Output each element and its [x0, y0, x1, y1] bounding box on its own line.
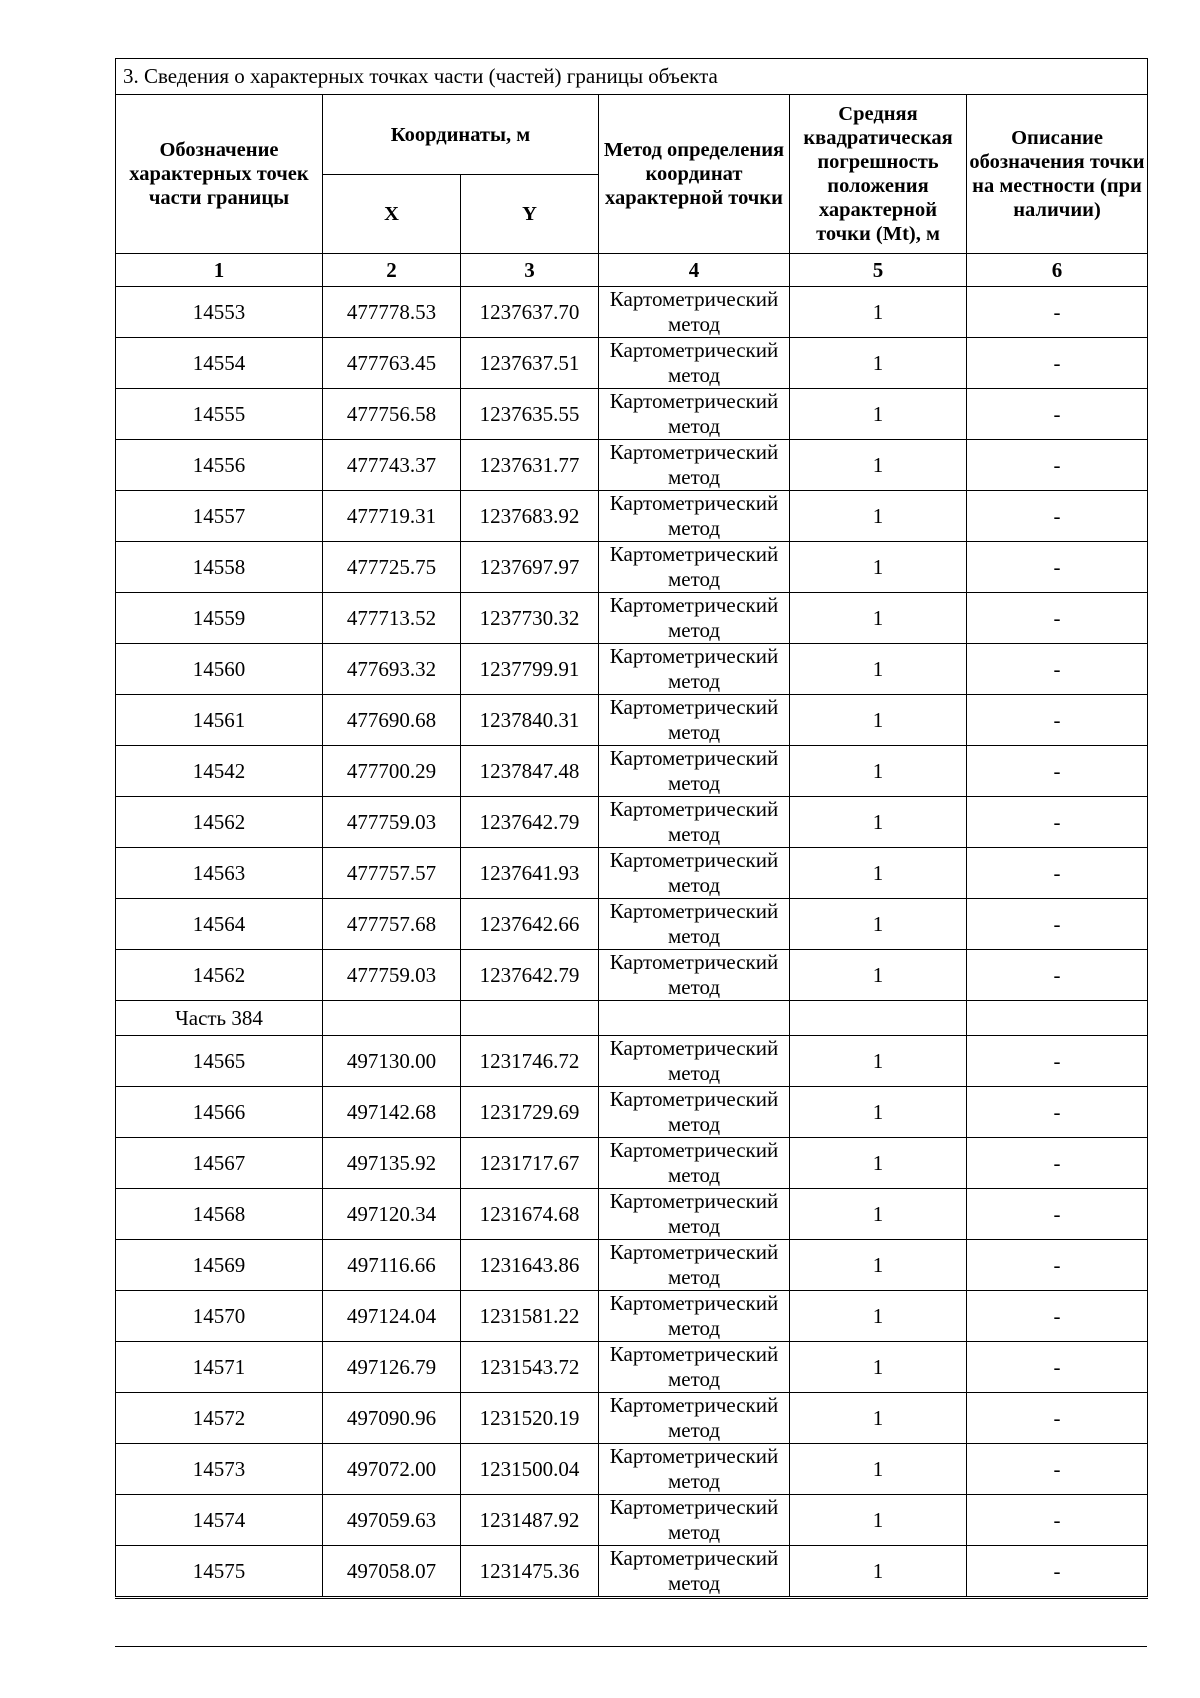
cell-point-number: 14572 — [116, 1393, 323, 1444]
cell-description: - — [967, 1189, 1148, 1240]
cell-method: Картометрический метод — [599, 695, 790, 746]
table-row — [116, 695, 1148, 746]
cell-x-coordinate: 477759.03 — [323, 950, 461, 1001]
cell-y-coordinate: 1231475.36 — [461, 1546, 599, 1598]
cell-description: - — [967, 950, 1148, 1001]
cell-error: 1 — [790, 1240, 967, 1291]
cell-error: 1 — [790, 1138, 967, 1189]
cell-description: - — [967, 389, 1148, 440]
cell-description: - — [967, 1240, 1148, 1291]
table-row — [116, 1444, 1148, 1495]
cell-point-number: 14566 — [116, 1087, 323, 1138]
cell-method: Картометрический метод — [599, 899, 790, 950]
part-label: Часть 384 — [116, 1001, 323, 1036]
cell-method: Картометрический метод — [599, 1444, 790, 1495]
cell-point-number: 14570 — [116, 1291, 323, 1342]
cell-point-number: 14568 — [116, 1189, 323, 1240]
cell-error: 1 — [790, 593, 967, 644]
cell-description: - — [967, 899, 1148, 950]
table-row — [116, 950, 1148, 1001]
cell-error: 1 — [790, 1342, 967, 1393]
cell-x-coordinate: 497124.04 — [323, 1291, 461, 1342]
table-row — [116, 746, 1148, 797]
cell-y-coordinate: 1231500.04 — [461, 1444, 599, 1495]
cell-x-coordinate: 497058.07 — [323, 1546, 461, 1598]
cell-error: 1 — [790, 1189, 967, 1240]
column-number: 1 — [116, 254, 323, 287]
cell-y-coordinate: 1237631.77 — [461, 440, 599, 491]
cell-error: 1 — [790, 797, 967, 848]
cell-description: - — [967, 695, 1148, 746]
header-y: Y — [461, 175, 599, 254]
cell-x-coordinate: 477693.32 — [323, 644, 461, 695]
cell-error: 1 — [790, 389, 967, 440]
cell-x-coordinate: 477757.57 — [323, 848, 461, 899]
cell-y-coordinate: 1237642.79 — [461, 797, 599, 848]
cell-description: - — [967, 1036, 1148, 1087]
cell-point-number: 14574 — [116, 1495, 323, 1546]
empty-cell — [967, 1001, 1148, 1036]
cell-description: - — [967, 797, 1148, 848]
cell-x-coordinate: 477759.03 — [323, 797, 461, 848]
part-header-row — [116, 1001, 1148, 1036]
cell-point-number: 14564 — [116, 899, 323, 950]
footer-divider — [115, 1646, 1147, 1647]
table-row — [116, 542, 1148, 593]
cell-method: Картометрический метод — [599, 1546, 790, 1598]
cell-y-coordinate: 1237637.51 — [461, 338, 599, 389]
cell-x-coordinate: 497126.79 — [323, 1342, 461, 1393]
cell-error: 1 — [790, 746, 967, 797]
column-number: 4 — [599, 254, 790, 287]
cell-method: Картометрический метод — [599, 1393, 790, 1444]
cell-x-coordinate: 497072.00 — [323, 1444, 461, 1495]
cell-x-coordinate: 477700.29 — [323, 746, 461, 797]
cell-y-coordinate: 1237642.66 — [461, 899, 599, 950]
cell-y-coordinate: 1237642.79 — [461, 950, 599, 1001]
table-row — [116, 338, 1148, 389]
cell-error: 1 — [790, 440, 967, 491]
cell-error: 1 — [790, 338, 967, 389]
cell-y-coordinate: 1231487.92 — [461, 1495, 599, 1546]
cell-point-number: 14561 — [116, 695, 323, 746]
cell-point-number: 14554 — [116, 338, 323, 389]
cell-x-coordinate: 477690.68 — [323, 695, 461, 746]
cell-x-coordinate: 497090.96 — [323, 1393, 461, 1444]
cell-description: - — [967, 542, 1148, 593]
cell-method: Картометрический метод — [599, 644, 790, 695]
cell-method: Картометрический метод — [599, 440, 790, 491]
cell-x-coordinate: 497116.66 — [323, 1240, 461, 1291]
table-row — [116, 1087, 1148, 1138]
cell-error: 1 — [790, 1495, 967, 1546]
cell-y-coordinate: 1231729.69 — [461, 1087, 599, 1138]
cell-description: - — [967, 1393, 1148, 1444]
cell-method: Картометрический метод — [599, 338, 790, 389]
table-row — [116, 1495, 1148, 1546]
cell-x-coordinate: 497120.34 — [323, 1189, 461, 1240]
empty-cell — [599, 1001, 790, 1036]
cell-method: Картометрический метод — [599, 1189, 790, 1240]
cell-description: - — [967, 746, 1148, 797]
cell-y-coordinate: 1237847.48 — [461, 746, 599, 797]
cell-y-coordinate: 1237635.55 — [461, 389, 599, 440]
cell-description: - — [967, 593, 1148, 644]
cell-point-number: 14555 — [116, 389, 323, 440]
cell-method: Картометрический метод — [599, 1342, 790, 1393]
cell-y-coordinate: 1231543.72 — [461, 1342, 599, 1393]
column-numbers-row — [116, 254, 1148, 287]
cell-error: 1 — [790, 644, 967, 695]
cell-point-number: 14571 — [116, 1342, 323, 1393]
cell-point-number: 14560 — [116, 644, 323, 695]
cell-point-number: 14565 — [116, 1036, 323, 1087]
cell-x-coordinate: 477719.31 — [323, 491, 461, 542]
cell-error: 1 — [790, 491, 967, 542]
boundary-points-table — [115, 58, 1148, 1599]
table-row — [116, 287, 1148, 338]
cell-y-coordinate: 1237697.97 — [461, 542, 599, 593]
cell-point-number: 14573 — [116, 1444, 323, 1495]
cell-method: Картометрический метод — [599, 593, 790, 644]
table-row — [116, 1546, 1148, 1598]
cell-error: 1 — [790, 1036, 967, 1087]
cell-method: Картометрический метод — [599, 542, 790, 593]
cell-point-number: 14575 — [116, 1546, 323, 1598]
cell-error: 1 — [790, 848, 967, 899]
column-number: 5 — [790, 254, 967, 287]
cell-y-coordinate: 1231520.19 — [461, 1393, 599, 1444]
header-coordinates: Координаты, м — [323, 95, 599, 175]
table-row — [116, 1189, 1148, 1240]
cell-x-coordinate: 497142.68 — [323, 1087, 461, 1138]
cell-description: - — [967, 440, 1148, 491]
cell-x-coordinate: 477778.53 — [323, 287, 461, 338]
cell-x-coordinate: 477763.45 — [323, 338, 461, 389]
cell-point-number: 14556 — [116, 440, 323, 491]
cell-point-number: 14567 — [116, 1138, 323, 1189]
cell-x-coordinate: 477713.52 — [323, 593, 461, 644]
cell-error: 1 — [790, 695, 967, 746]
cell-method: Картометрический метод — [599, 1291, 790, 1342]
cell-error: 1 — [790, 1087, 967, 1138]
cell-x-coordinate: 477757.68 — [323, 899, 461, 950]
cell-y-coordinate: 1231746.72 — [461, 1036, 599, 1087]
table-row — [116, 1393, 1148, 1444]
cell-y-coordinate: 1237730.32 — [461, 593, 599, 644]
cell-y-coordinate: 1237799.91 — [461, 644, 599, 695]
cell-method: Картометрический метод — [599, 848, 790, 899]
header-description: Описание обозначения точки на местности (при наличии) — [967, 95, 1148, 254]
cell-description: - — [967, 287, 1148, 338]
cell-description: - — [967, 1546, 1148, 1598]
cell-y-coordinate: 1237637.70 — [461, 287, 599, 338]
table-row — [116, 797, 1148, 848]
cell-method: Картометрический метод — [599, 797, 790, 848]
cell-y-coordinate: 1237840.31 — [461, 695, 599, 746]
cell-x-coordinate: 497135.92 — [323, 1138, 461, 1189]
cell-error: 1 — [790, 1546, 967, 1598]
cell-description: - — [967, 338, 1148, 389]
table-row — [116, 1240, 1148, 1291]
cell-error: 1 — [790, 950, 967, 1001]
cell-description: - — [967, 491, 1148, 542]
cell-error: 1 — [790, 1393, 967, 1444]
cell-point-number: 14563 — [116, 848, 323, 899]
cell-description: - — [967, 1444, 1148, 1495]
cell-point-number: 14569 — [116, 1240, 323, 1291]
empty-cell — [461, 1001, 599, 1036]
cell-method: Картометрический метод — [599, 1240, 790, 1291]
cell-y-coordinate: 1231674.68 — [461, 1189, 599, 1240]
cell-x-coordinate: 477725.75 — [323, 542, 461, 593]
column-number: 3 — [461, 254, 599, 287]
cell-method: Картометрический метод — [599, 1036, 790, 1087]
cell-error: 1 — [790, 542, 967, 593]
cell-description: - — [967, 1087, 1148, 1138]
table-row — [116, 593, 1148, 644]
table-row — [116, 1138, 1148, 1189]
table-row — [116, 1036, 1148, 1087]
column-number: 2 — [323, 254, 461, 287]
header-point-designation: Обозначение характерных точек части границы — [116, 95, 323, 254]
table-row — [116, 848, 1148, 899]
table-body — [116, 287, 1148, 1598]
cell-y-coordinate: 1237641.93 — [461, 848, 599, 899]
table-row — [116, 1291, 1148, 1342]
cell-y-coordinate: 1237683.92 — [461, 491, 599, 542]
cell-method: Картометрический метод — [599, 287, 790, 338]
header-error: Средняя квадратическая погрешность положения характерной точки (Mt), м — [790, 95, 967, 254]
cell-point-number: 14562 — [116, 950, 323, 1001]
column-number: 6 — [967, 254, 1148, 287]
header-method: Метод определения координат характерной точки — [599, 95, 790, 254]
cell-description: - — [967, 644, 1148, 695]
cell-method: Картометрический метод — [599, 950, 790, 1001]
cell-error: 1 — [790, 1291, 967, 1342]
table-row — [116, 389, 1148, 440]
table-row — [116, 440, 1148, 491]
cell-point-number: 14559 — [116, 593, 323, 644]
header-x: X — [323, 175, 461, 254]
cell-description: - — [967, 1495, 1148, 1546]
table-row — [116, 491, 1148, 542]
cell-x-coordinate: 477756.58 — [323, 389, 461, 440]
cell-y-coordinate: 1231717.67 — [461, 1138, 599, 1189]
cell-x-coordinate: 497130.00 — [323, 1036, 461, 1087]
table-row — [116, 644, 1148, 695]
cell-method: Картометрический метод — [599, 746, 790, 797]
cell-y-coordinate: 1231643.86 — [461, 1240, 599, 1291]
cell-point-number: 14557 — [116, 491, 323, 542]
cell-point-number: 14558 — [116, 542, 323, 593]
cell-description: - — [967, 1138, 1148, 1189]
section-title: 3. Сведения о характерных точках части (частей) границы объекта — [116, 59, 1148, 95]
cell-method: Картометрический метод — [599, 491, 790, 542]
cell-description: - — [967, 1291, 1148, 1342]
cell-error: 1 — [790, 287, 967, 338]
empty-cell — [790, 1001, 967, 1036]
cell-x-coordinate: 497059.63 — [323, 1495, 461, 1546]
cell-error: 1 — [790, 899, 967, 950]
table-row — [116, 899, 1148, 950]
cell-method: Картометрический метод — [599, 1087, 790, 1138]
cell-method: Картометрический метод — [599, 389, 790, 440]
table-row — [116, 1342, 1148, 1393]
cell-point-number: 14542 — [116, 746, 323, 797]
cell-description: - — [967, 1342, 1148, 1393]
cell-error: 1 — [790, 1444, 967, 1495]
cell-point-number: 14553 — [116, 287, 323, 338]
cell-x-coordinate: 477743.37 — [323, 440, 461, 491]
cell-description: - — [967, 848, 1148, 899]
cell-y-coordinate: 1231581.22 — [461, 1291, 599, 1342]
cell-method: Картометрический метод — [599, 1495, 790, 1546]
cell-method: Картометрический метод — [599, 1138, 790, 1189]
cell-point-number: 14562 — [116, 797, 323, 848]
empty-cell — [323, 1001, 461, 1036]
